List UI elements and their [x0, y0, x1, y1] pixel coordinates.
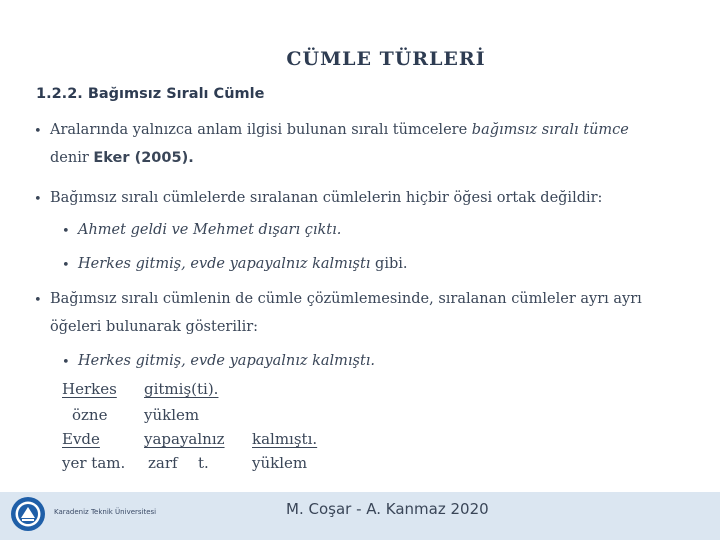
bullet1-citation: Eker (2005). [93, 150, 194, 166]
analysis-word: yapayalnız [144, 430, 225, 448]
bullet-icon: • [34, 293, 42, 308]
author-credit: M. Coşar - A. Kanmaz 2020 [286, 500, 489, 518]
bullet1-line2-plain: denir [50, 150, 94, 166]
analysis-role: zarf [148, 454, 178, 472]
example-suffix: gibi. [370, 256, 408, 272]
analysis-word: kalmıştı. [252, 430, 318, 448]
example-sentence: Herkes gitmiş, evde yapayalnız kalmıştı [78, 256, 371, 272]
sub-bullet-icon: • [62, 224, 70, 239]
analysis-role: t. [198, 454, 209, 472]
analysis-word: Herkes [62, 380, 117, 398]
analysis-role: yüklem [144, 406, 200, 424]
sub-bullet-icon: • [62, 258, 70, 273]
bullet2-example-1 [78, 222, 341, 238]
bullet3-line1: Bağımsız sıralı cümlenin de cümle çözümlemesinde, sıralanan cümleler ayrı ayrı [50, 291, 642, 307]
analysis-role: özne [72, 406, 108, 424]
sub-bullet-icon: • [62, 355, 70, 370]
bullet2-text: Bağımsız sıralı cümlelerde sıralanan cümlelerin hiçbir öğesi ortak değildir: [50, 190, 603, 206]
university-name: Karadeniz Teknik Üniversitesi [54, 508, 157, 516]
bullet3-line2: öğeleri bulunarak gösterilir: [50, 319, 259, 335]
example-sentence: Ahmet geldi ve Mehmet dışarı çıktı. [78, 222, 342, 238]
analysis-word: Evde [62, 430, 100, 448]
bullet3-example: Herkes gitmiş, evde yapayalnız kalmıştı. [78, 353, 376, 369]
bullet-icon: • [34, 124, 42, 139]
section-subtitle: 1.2.2. Bağımsız Sıralı Cümle [36, 86, 265, 102]
bullet2-example-2 [78, 256, 408, 272]
bullet-icon: • [34, 192, 42, 207]
analysis-word: gitmiş(ti). [144, 380, 219, 398]
university-logo-icon [10, 496, 46, 532]
slide-title: CÜMLE TÜRLERİ [286, 48, 486, 70]
bullet1-line1 [50, 122, 629, 138]
bullet1-plain: Aralarında yalnızca anlam ilgisi bulunan sıralı tümcelere [50, 122, 472, 138]
analysis-role: yüklem [252, 454, 308, 472]
bullet1-line2 [50, 150, 194, 166]
analysis-role: yer tam. [62, 454, 126, 472]
bullet1-italic-term: bağımsız sıralı tümce [471, 122, 629, 138]
